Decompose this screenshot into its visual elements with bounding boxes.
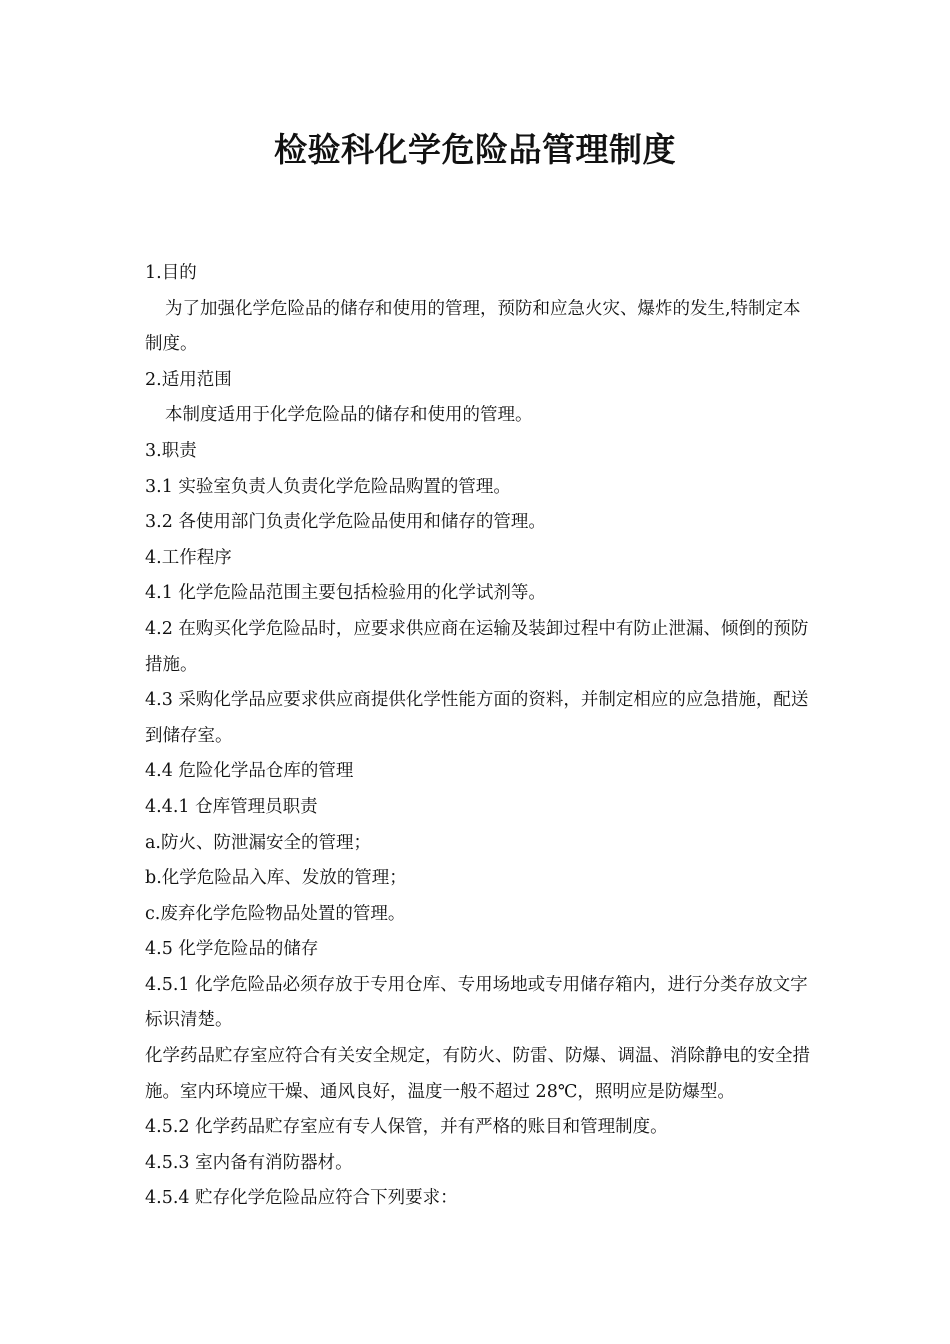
paragraph-scope: 本制度适用于化学危险品的储存和使用的管理。 (165, 405, 533, 426)
document-body (145, 256, 811, 1217)
paragraph-4-5-4: 4.5.4 贮存化学危险品应符合下列要求： (145, 1188, 458, 1209)
list-item-c: c.废弃化学危险物品处置的管理。 (145, 903, 406, 924)
section-heading-purpose: 1.目的 (145, 263, 197, 283)
paragraph-3-1: 3.1 实验室负责人负责化学危险品购置的管理。 (145, 476, 511, 497)
paragraph-4-4-1: 4.4.1 仓库管理员职责 (145, 796, 318, 817)
paragraph-4-4: 4.4 危险化学品仓库的管理 (145, 761, 354, 782)
paragraph-4-5-2: 4.5.2 化学药品贮存室应有专人保管，并有严格的账目和管理制度。 (145, 1117, 668, 1138)
paragraph-4-5-3: 4.5.3 室内备有消防器材。 (145, 1152, 353, 1173)
list-item-b: b.化学危险品入库、发放的管理； (145, 868, 407, 889)
paragraph-4-3: 4.3 采购化学品应要求供应商提供化学性能方面的资料，并制定相应的应急措施，配送到储存室。 (145, 690, 809, 746)
paragraph-storage-room: 化学药品贮存室应符合有关安全规定，有防火、防雷、防爆、调温、消除静电的安全措施。室内环境应干燥、通风良好，温度一般不超过 28℃，照明应是防爆型。 (145, 1046, 810, 1102)
paragraph-3-2: 3.2 各使用部门负责化学危险品使用和储存的管理。 (145, 512, 546, 533)
paragraph-4-1: 4.1 化学危险品范围主要包括检验用的化学试剂等。 (145, 583, 546, 604)
paragraph-4-5-1: 4.5.1 化学危险品必须存放于专用仓库、专用场地或专用储存箱内，进行分类存放文字标识清楚。 (145, 974, 808, 1031)
section-heading-scope: 2.适用范围 (145, 369, 232, 390)
paragraph-4-2: 4.2 在购买化学危险品时，应要求供应商在运输及装卸过程中有防止泄漏、倾倒的预防措施。 (145, 618, 809, 675)
paragraph-purpose: 为了加强化学危险品的储存和使用的管理，预防和应急火灾、爆炸的发生,特制定本制度。 (145, 298, 801, 355)
section-heading-responsibilities: 3.职责 (145, 440, 197, 461)
document-title: 检验科化学危险品管理制度 (274, 130, 676, 169)
paragraph-4-5: 4.5 化学危险品的储存 (145, 939, 319, 960)
list-item-a: a.防火、防泄漏安全的管理； (145, 832, 371, 853)
section-heading-procedure: 4.工作程序 (145, 547, 232, 568)
